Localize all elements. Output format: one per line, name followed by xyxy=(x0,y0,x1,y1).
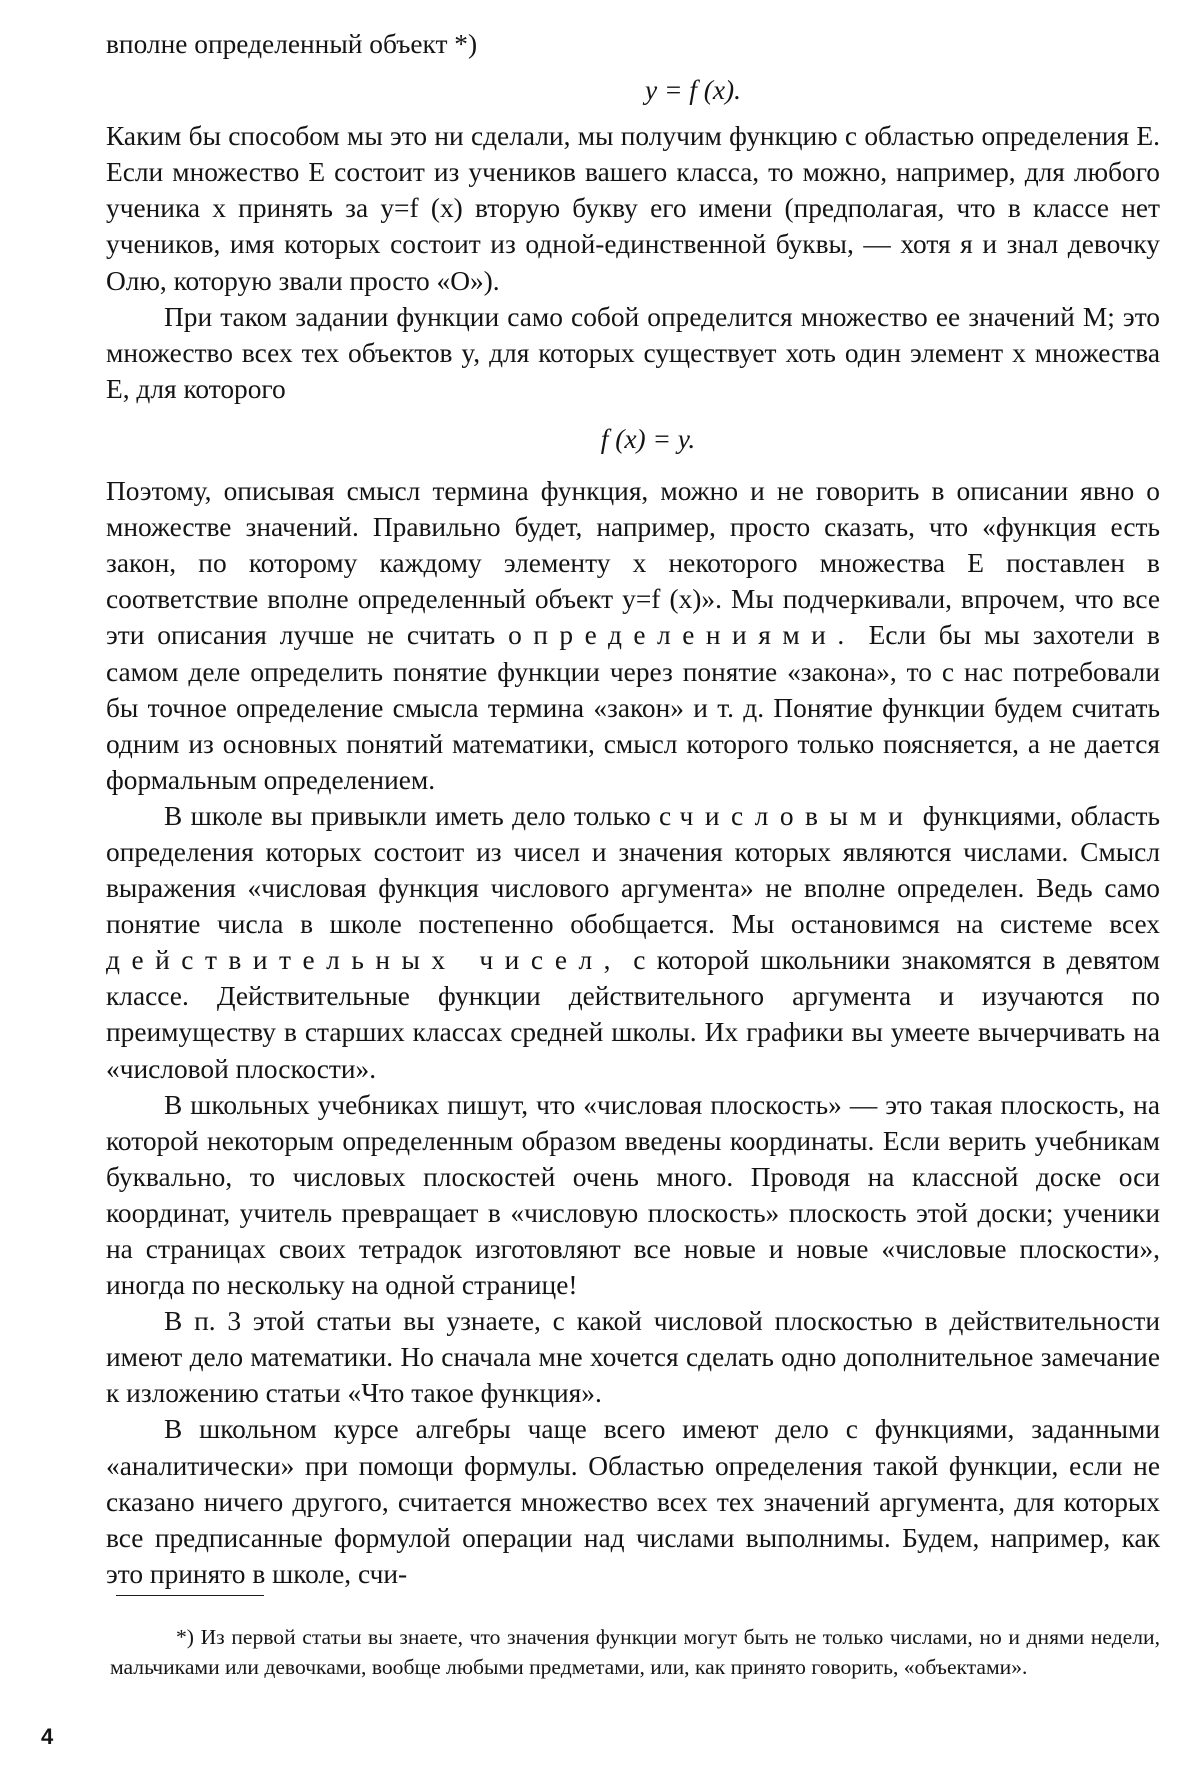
paragraph-function-as-law xyxy=(106,473,1160,798)
formula-f-of-x-equals-y: f (x) = y. xyxy=(600,423,696,454)
spaced-emphasis-definitions: определениями. xyxy=(508,620,856,651)
paragraph-domain-example: Каким бы способом мы это ни сделали, мы получим функцию с областью определения E. Если множество E состоит из учеников вашего класса, то можно, например, для любого ученика x принять за y=f (x) вторую букву его имени (предполагая, что в классе нет учеников, имя которых состоит из одной-единственной буквы, — хотя я и знал девочку Олю, которую звали просто «О»). xyxy=(106,121,1160,296)
main-text xyxy=(106,26,1160,1592)
text-run: Если бы мы захотели в самом деле определить понятие функции через понятие «закона», то с нас потребовали бы точное определение смысла термина «закон» и т. д. Понятие функции будем считать одним из основных понятий математики, смысл которого только поясняется, а не дается формальным определением. xyxy=(106,620,1160,795)
text-run: Поэтому, описывая смысл термина функция, можно и не говорить в описании явно о множестве значений. Правильно будет, например, просто сказать, что «функция есть закон, по которому каждому элементу x некоторого множества E поставлен в соответствие вполне определенный объект y=f (x)». Мы подчеркивали, впрочем, что все эти описания лучше не считать xyxy=(106,476,1160,651)
text-run: функциями, область определения которых состоит из чисел и значения которых являются числами. Смысл выражения «числовая функция числового аргумента» не вполне определен. Ведь само понятие числа в школе постепенно обобщается. Мы остановимся на системе всех xyxy=(106,800,1160,940)
text-run: с которой школьники знакомятся в девятом классе. Действительные функции действительного аргумента и изучаются по преимуществу в старших классах средней школы. Их графики вы умеете вычерчивать на «числовой плоскости». xyxy=(106,945,1160,1084)
paragraph-numeric-functions xyxy=(106,798,1160,1087)
footnote-divider xyxy=(116,1595,264,1596)
paragraph-number-plane: В школьных учебниках пишут, что «числовая плоскость» — это такая плоскость, на которой некоторым определенным образом введены координаты. Если верить учебникам буквально, то числовых плоскостей очень много. Проводя на классной доске оси координат, учитель превращает в «числовую плоскость» плоскость этой доски; ученики на страницах своих тетрадок изготовляют все новые и новые «числовые плоскости», иногда по нескольку на одной странице! xyxy=(106,1089,1160,1301)
spaced-emphasis-real-numbers: действительных чисел, xyxy=(106,945,623,976)
paragraph-range-definition: При таком задании функции само собой определится множество ее значений M; это множество всех тех объектов y, для которых существует хоть один элемент x множества E, для которого xyxy=(106,301,1160,404)
formula-y-equals-f-of-x: y = f (x). xyxy=(644,75,742,106)
text-run: В школе вы привыкли иметь дело только с xyxy=(164,800,672,831)
page-number: 4 xyxy=(41,1724,54,1749)
paragraph-continuation: вполне определенный объект *) xyxy=(106,29,478,59)
footnote: *) Из первой статьи вы знаете, что значения функции могут быть не только числами, но и днями недели, мальчиками или девочками, вообще любыми предметами, или, как принято говорить, «объектами». xyxy=(110,1625,1160,1680)
spaced-emphasis-numeric: числовыми xyxy=(679,800,915,831)
paragraph-analytic-functions: В школьном курсе алгебры чаще всего имеют дело с функциями, заданными «аналитически» при помощи формулы. Областью определения такой функции, если не сказано ничего другого, считается множество всех тех значений аргумента, для которых все предписанные формулой операции над числами выполнимы. Будем, например, как это принято в школе, счи- xyxy=(106,1414,1160,1589)
paragraph-section-reference: В п. 3 этой статьи вы узнаете, с какой числовой плоскостью в действительности имеют дело математики. Но сначала мне хочется сделать одно дополнительное замечание к изложению статьи «Что такое функция». xyxy=(106,1306,1160,1409)
